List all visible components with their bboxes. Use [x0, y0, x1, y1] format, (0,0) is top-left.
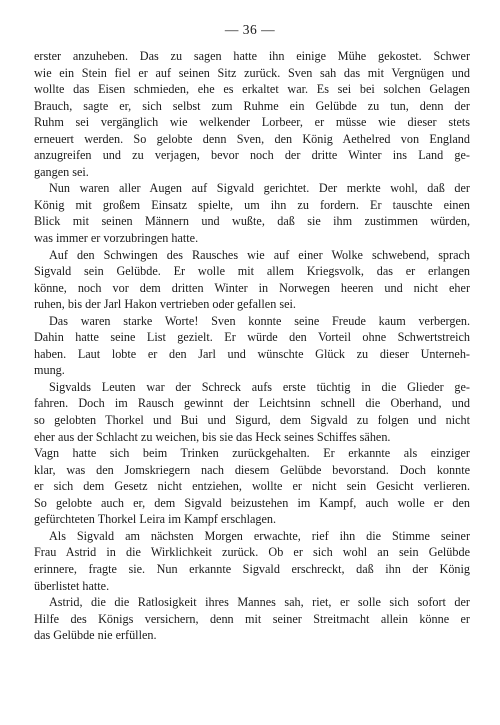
- text-line: So gelobte auch er, dem Sigvald beizustehen im Kampf, auch wolle er den: [34, 495, 470, 510]
- text-line: haben. Laut lobte er den Jarl und wünschte Glück zu dieser Unterneh-: [34, 346, 470, 361]
- text-line: Nun waren aller Augen auf Sigvald gerichtet. Der merkte wohl, daß der: [49, 181, 470, 196]
- paragraph: [34, 528, 470, 594]
- text-line: erster anzuheben. Das zu sagen hatte ihn einige Mühe gekostet. Schwer: [34, 49, 470, 63]
- text-line: Hilfe des Königs versichern, denn mit seiner Streitmacht allein könne er: [34, 611, 470, 626]
- text-line: Auf den Schwingen des Rausches wie auf einer Wolke schwebend, sprach: [49, 247, 470, 262]
- text-line: Sigvald sein Gelübde. Er wolle mit allem Kriegsvolk, das er erlangen: [34, 264, 470, 279]
- text-line: Das waren starke Worte! Sven konnte seine Freude kaum verbergen.: [49, 313, 470, 328]
- text-line: Vagn hatte sich beim Trinken zurückgehalten. Er erkannte als einziger: [34, 446, 470, 461]
- text-line: so gelobten Thorkel und Bui und Sigurd, dem Sigvald zu folgen und nicht: [34, 413, 470, 428]
- text-line: klar, was den Jomskriegern nach diesem Gelübde bevorstand. Doch konnte: [34, 462, 470, 477]
- text-line: das Gelübde nie erfüllen.: [34, 628, 157, 643]
- text-line: gefürchteten Thorkel Leira im Kampf erschlagen.: [34, 512, 277, 527]
- text-line: König mit großem Einsatz spielte, um ihn zu fordern. Er tauschte einen: [34, 197, 470, 212]
- text-line: überlistet hatte.: [34, 578, 110, 593]
- text-line: Dahin hatte seine List gezielt. Er würde den Vorteil ohne Schwertstreich: [34, 330, 470, 345]
- text-line: Astrid, die die Ratlosigkeit ihres Mannes sah, riet, er solle sich sofort der: [49, 595, 470, 610]
- text-line: gangen sei.: [34, 164, 89, 179]
- text-line: Als Sigvald am nächsten Morgen erwachte, rief ihn die Stimme seiner: [49, 528, 470, 543]
- text-line: anzugreifen und zu verjagen, bevor noch der dritte Winter ins Land ge-: [34, 148, 470, 163]
- paragraph: [34, 180, 470, 246]
- text-line: Ruhm sei vergänglich wie welkender Lorbeer, er müsse wie dieser stets: [34, 115, 470, 130]
- text-line: könne, noch vor dem dritten Winter in Norwegen heeren und nicht eher: [34, 280, 470, 295]
- text-line: Sigvalds Leuten war der Schreck aufs erste tüchtig in die Glieder ge-: [49, 379, 470, 394]
- text-line: eher aus der Schlacht zu weichen, bis sie das Heck seines Schiffes sähen.: [34, 429, 391, 444]
- text-line: fahren. Doch im Rausch gewinnt der Leichtsinn schnell die Oberhand, und: [34, 396, 470, 411]
- text-line: wie ein Stein fiel er auf seinen Sitz zurück. Sven sah das mit Vergnügen und: [34, 65, 470, 80]
- text-line: mung.: [34, 363, 65, 378]
- paragraph: [34, 247, 470, 313]
- text-line: erinnere, fragte sie. Nun erkannte Sigvald erschreckt, daß ihn der König: [34, 561, 470, 576]
- text-line: was immer er vorzubringen hatte.: [34, 231, 199, 246]
- body-text: [34, 48, 470, 644]
- text-line: erneuert werden. So gelobte denn Sven, den König Aethelred von England: [34, 131, 470, 146]
- text-line: Blick mit seinen Männern und wußte, daß sie ihm zustimmen würden,: [34, 214, 470, 229]
- paragraph: [34, 313, 470, 379]
- paragraph: [34, 445, 470, 528]
- paragraph: [34, 48, 470, 180]
- text-line: Brauch, sagte er, sich selbst zum Ruhme ein Gelübde zu tun, denn der: [34, 98, 470, 113]
- paragraph: [34, 594, 470, 644]
- text-line: er sich dem Gesetz nicht entziehen, wollte er nicht sein Gesicht verlieren.: [34, 479, 470, 494]
- text-line: ruhen, bis der Jarl Hakon vertrieben oder gefallen sei.: [34, 297, 296, 312]
- text-line: wollte das Eisen schmieden, ehe es erkaltet war. Es sei bei solchen Gelagen: [34, 82, 470, 97]
- page-number: — 36 —: [224, 22, 276, 37]
- text-line: Frau Astrid in die Wirklichkeit zurück. Ob er sich wohl an sein Gelübde: [34, 545, 470, 560]
- paragraph: [34, 379, 470, 445]
